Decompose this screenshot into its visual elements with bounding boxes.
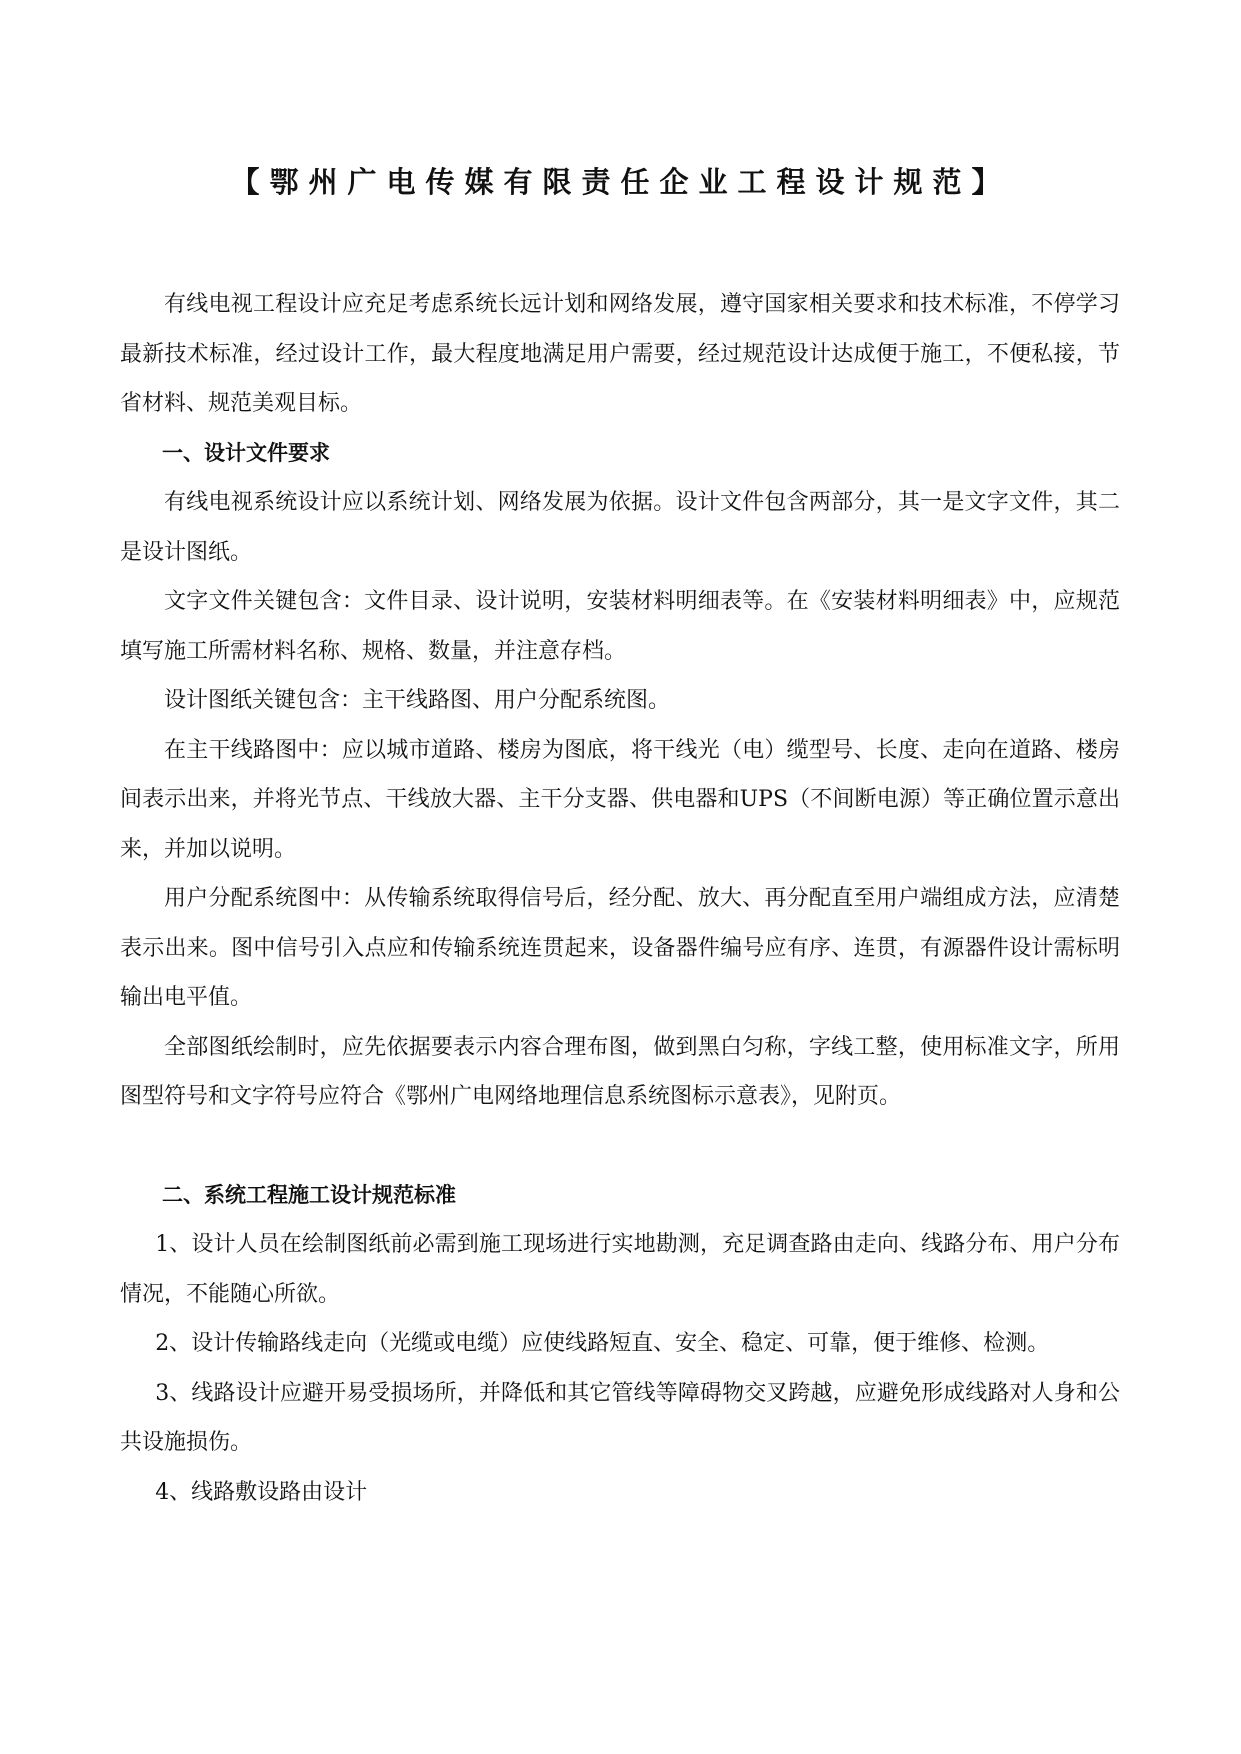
- paragraph-distribution-diagram: 用户分配系统图中：从传输系统取得信号后，经分配、放大、再分配直至用户端组成方法，应清楚表示出来。图中信号引入点应和传输系统连贯起来，设备器件编号应有序、连贯，有源器件设计需标明输出电平值。: [120, 886, 1120, 1010]
- section-heading-design-files: 一、设计文件要求: [162, 440, 330, 465]
- intro-paragraph: 有线电视工程设计应充足考虑系统长远计划和网络发展，遵守国家相关要求和技术标准，不停学习最新技术标准，经过设计工作，最大程度地满足用户需要，经过规范设计达成便于施工，不便私接，节省材料、规范美观目标。: [120, 292, 1120, 416]
- paragraph-drawing-rules: 全部图纸绘制时，应先依据要表示内容合理布图，做到黑白匀称，字线工整，使用标准文字，所用图型符号和文字符号应符合《鄂州广电网络地理信息系统图标示意表》，见附页。: [120, 1034, 1120, 1109]
- list-item-2: 2、设计传输路线走向（光缆或电缆）应使线路短直、安全、稳定、可靠，便于维修、检测。: [155, 1331, 1050, 1356]
- list-item-3: 3、线路设计应避开易受损场所，并降低和其它管线等障碍物交叉跨越，应避免形成线路对人身和公共设施损伤。: [120, 1380, 1120, 1455]
- paragraph-trunk-diagram: 在主干线路图中：应以城市道路、楼房为图底，将干线光（电）缆型号、长度、走向在道路、楼房间表示出来，并将光节点、干线放大器、主干分支器、供电器和UPS（不间断电源）等正确位置示意出来，并加以说明。: [120, 737, 1120, 862]
- list-item-1: 1、设计人员在绘制图纸前必需到施工现场进行实地勘测，充足调查路由走向、线路分布、用户分布情况，不能随心所欲。: [120, 1232, 1120, 1307]
- paragraph-text-files: 文字文件关键包含：文件目录、设计说明，安装材料明细表等。在《安装材料明细表》中，应规范填写施工所需材料名称、规格、数量，并注意存档。: [120, 589, 1120, 664]
- paragraph-drawings: 设计图纸关键包含：主干线路图、用户分配系统图。: [164, 688, 671, 713]
- document-body: [120, 280, 1120, 1517]
- list-item-4: 4、线路敷设路由设计: [155, 1479, 368, 1505]
- document-title: 【鄂州广电传媒有限责任企业工程设计规范】: [230, 165, 1011, 199]
- paragraph-design-basis: 有线电视系统设计应以系统计划、网络发展为依据。设计文件包含两部分，其一是文字文件，其二是设计图纸。: [120, 490, 1120, 565]
- section-heading-construction-standards: 二、系统工程施工设计规范标准: [162, 1182, 456, 1207]
